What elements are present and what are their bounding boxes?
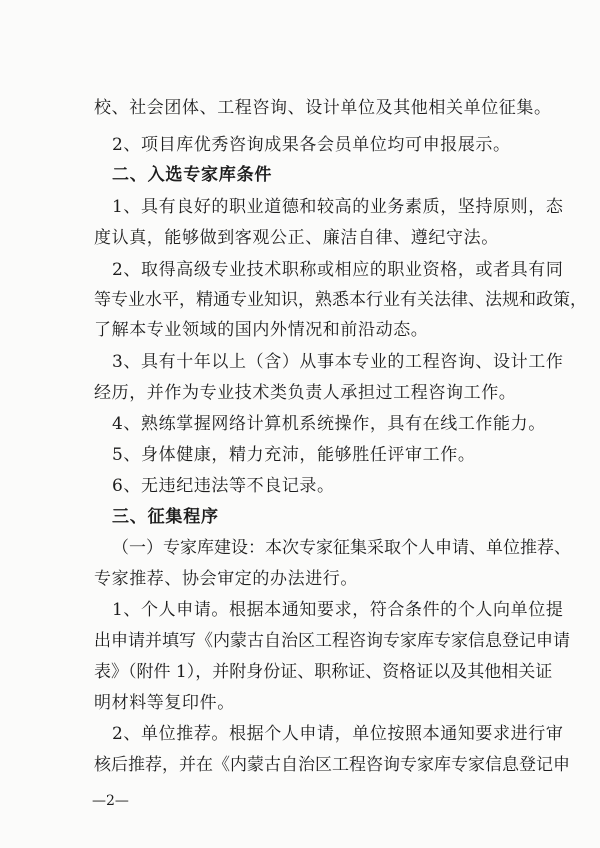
page-number: —2— (92, 793, 129, 809)
text-line-4: 1、具有良好的职业道德和较高的业务素质，坚持原则，态 (112, 197, 564, 217)
text-line-6: 2、取得高级专业技术职称或相应的职业资格，或者具有同 (112, 260, 564, 280)
text-line-2: 2、项目库优秀咨询成果各会员单位均可申报展示。 (112, 135, 511, 155)
text-line-11: 4、熟练掌握网络计算机系统操作，具有在线工作能力。 (112, 414, 546, 434)
text-line-21: 2、单位推荐。根据个人申请，单位按照本通知要求进行审 (112, 724, 564, 744)
text-line-10: 经历，并作为专业技术类负责人承担过工程咨询工作。 (94, 383, 517, 403)
text-line-7: 等专业水平，精通专业知识，熟悉本行业有关法律、法规和政策， (94, 290, 587, 310)
text-line-8: 了解本专业领域的国内外情况和前沿动态。 (94, 320, 429, 340)
text-line-17: 1、个人申请。根据本通知要求，符合条件的个人向单位提 (112, 600, 564, 620)
text-line-12: 5、身体健康，精力充沛，能够胜任评审工作。 (112, 445, 476, 465)
text-line-18: 出申请并填写《内蒙古自治区工程咨询专家库专家信息登记申请 (94, 631, 570, 651)
text-line-16: 专家推荐、协会审定的办法进行。 (94, 569, 358, 589)
section-heading-3: 三、征集程序 (112, 507, 219, 527)
text-line-13: 6、无违纪违法等不良记录。 (112, 476, 335, 496)
text-line-20: 明材料等复印件。 (94, 693, 235, 713)
text-line-15: （一）专家库建设：本次专家征集采取个人申请、单位推荐、 (112, 538, 571, 558)
text-line-9: 3、具有十年以上（含）从事本专业的工程咨询、设计工作 (112, 352, 564, 372)
text-line-1: 校、社会团体、工程咨询、设计单位及其他相关单位征集。 (94, 98, 552, 118)
text-line-5: 度认真，能够做到客观公正、廉洁自律、遵纪守法。 (94, 228, 499, 248)
text-line-22: 核后推荐，并在《内蒙古自治区工程咨询专家库专家信息登记申 (94, 755, 570, 775)
section-heading-2: 二、入选专家库条件 (112, 165, 273, 185)
text-line-19: 表》（附件 1），并附身份证、职称证、资格证以及其他相关证 (94, 662, 553, 682)
